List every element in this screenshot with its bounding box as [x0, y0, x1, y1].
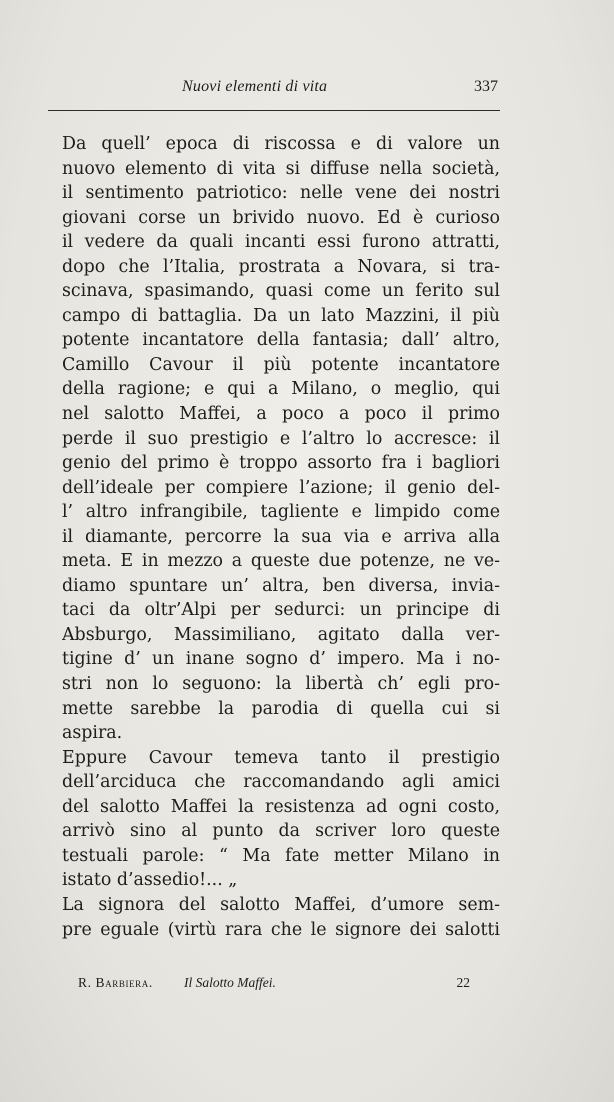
text-line: pre eguale (virtù rara che le signore dei salotti — [62, 919, 500, 940]
text-line: nuovo elemento di vita si diffuse nella società, — [62, 158, 500, 179]
text-line: Eppure Cavour temeva tanto il prestigio — [62, 747, 500, 768]
header-rule — [48, 110, 500, 111]
text-line: dell’arciduca che raccomandando agli amici — [62, 772, 500, 793]
text-line: dell’ideale per compiere l’azione; il genio del- — [62, 477, 500, 498]
text-line: La signora del salotto Maffei, d’umore sem- — [62, 894, 500, 915]
text-line: del salotto Maffei la resistenza ad ogni costo, — [62, 796, 500, 817]
text-line: il vedere da quali incanti essi furono attratti, — [62, 232, 500, 253]
text-line: arrivò sino al punto da scriver loro queste — [62, 821, 500, 842]
text-line: della ragione; e qui a Milano, o meglio, qui — [62, 379, 500, 400]
text-line: meta. E in mezzo a queste due potenze, ne ve- — [62, 551, 500, 572]
text-line: stri non lo seguono: la libertà ch’ egli pro- — [62, 674, 500, 695]
text-line: taci da oltr’Alpi per sedurci: un principe di — [62, 600, 500, 621]
text-line: scinava, spasimando, quasi come un ferito sul — [62, 281, 500, 302]
signature-mark: 22 — [456, 975, 470, 990]
body-text — [62, 132, 500, 942]
text-line: diamo spuntare un’ altra, ben diversa, invia- — [62, 575, 500, 596]
text-line: aspira. — [62, 723, 123, 744]
footer-title: Il Salotto Maffei. — [184, 975, 276, 990]
text-line: mette sarebbe la parodia di quella cui si — [62, 698, 500, 719]
text-line: istato d’assedio!... „ — [62, 870, 238, 891]
text-line: perde il suo prestigio e l’altro lo accresce: il — [62, 428, 500, 449]
text-line: Da quell’ epoca di riscossa e di valore un — [62, 134, 500, 154]
text-line: potente incantatore della fantasia; dall’ altro, — [62, 330, 500, 351]
page-header — [62, 78, 498, 102]
text-line: giovani corse un brivido nuovo. Ed è curioso — [62, 207, 500, 228]
text-line: il sentimento patriotico: nelle vene dei nostri — [62, 183, 500, 204]
text-line: dopo che l’Italia, prostrata a Novara, si tra- — [62, 256, 500, 277]
text-line: Absburgo, Massimiliano, agitato dalla ver- — [62, 624, 500, 645]
text-line: genio del primo è troppo assorto fra i bagliori — [62, 453, 500, 474]
text-line: tigine d’ un inane sogno d’ impero. Ma i no- — [62, 649, 500, 670]
text-line: campo di battaglia. Da un lato Mazzini, il più — [62, 305, 500, 326]
page-footer — [78, 975, 470, 995]
text-line: l’ altro infrangibile, tagliente e limpido come — [62, 502, 500, 523]
text-line: Camillo Cavour il più potente incantatore — [62, 354, 500, 375]
page-number: 337 — [474, 78, 498, 95]
text-line: nel salotto Maffei, a poco a poco il primo — [62, 404, 500, 425]
text-line: il diamante, percorre la sua via e arriva alla — [62, 526, 500, 547]
text-line: testuali parole: “ Ma fate metter Milano in — [62, 845, 500, 866]
running-head: Nuovi elementi di vita — [182, 78, 328, 95]
footer-author: R. Barbiera. — [78, 975, 153, 990]
